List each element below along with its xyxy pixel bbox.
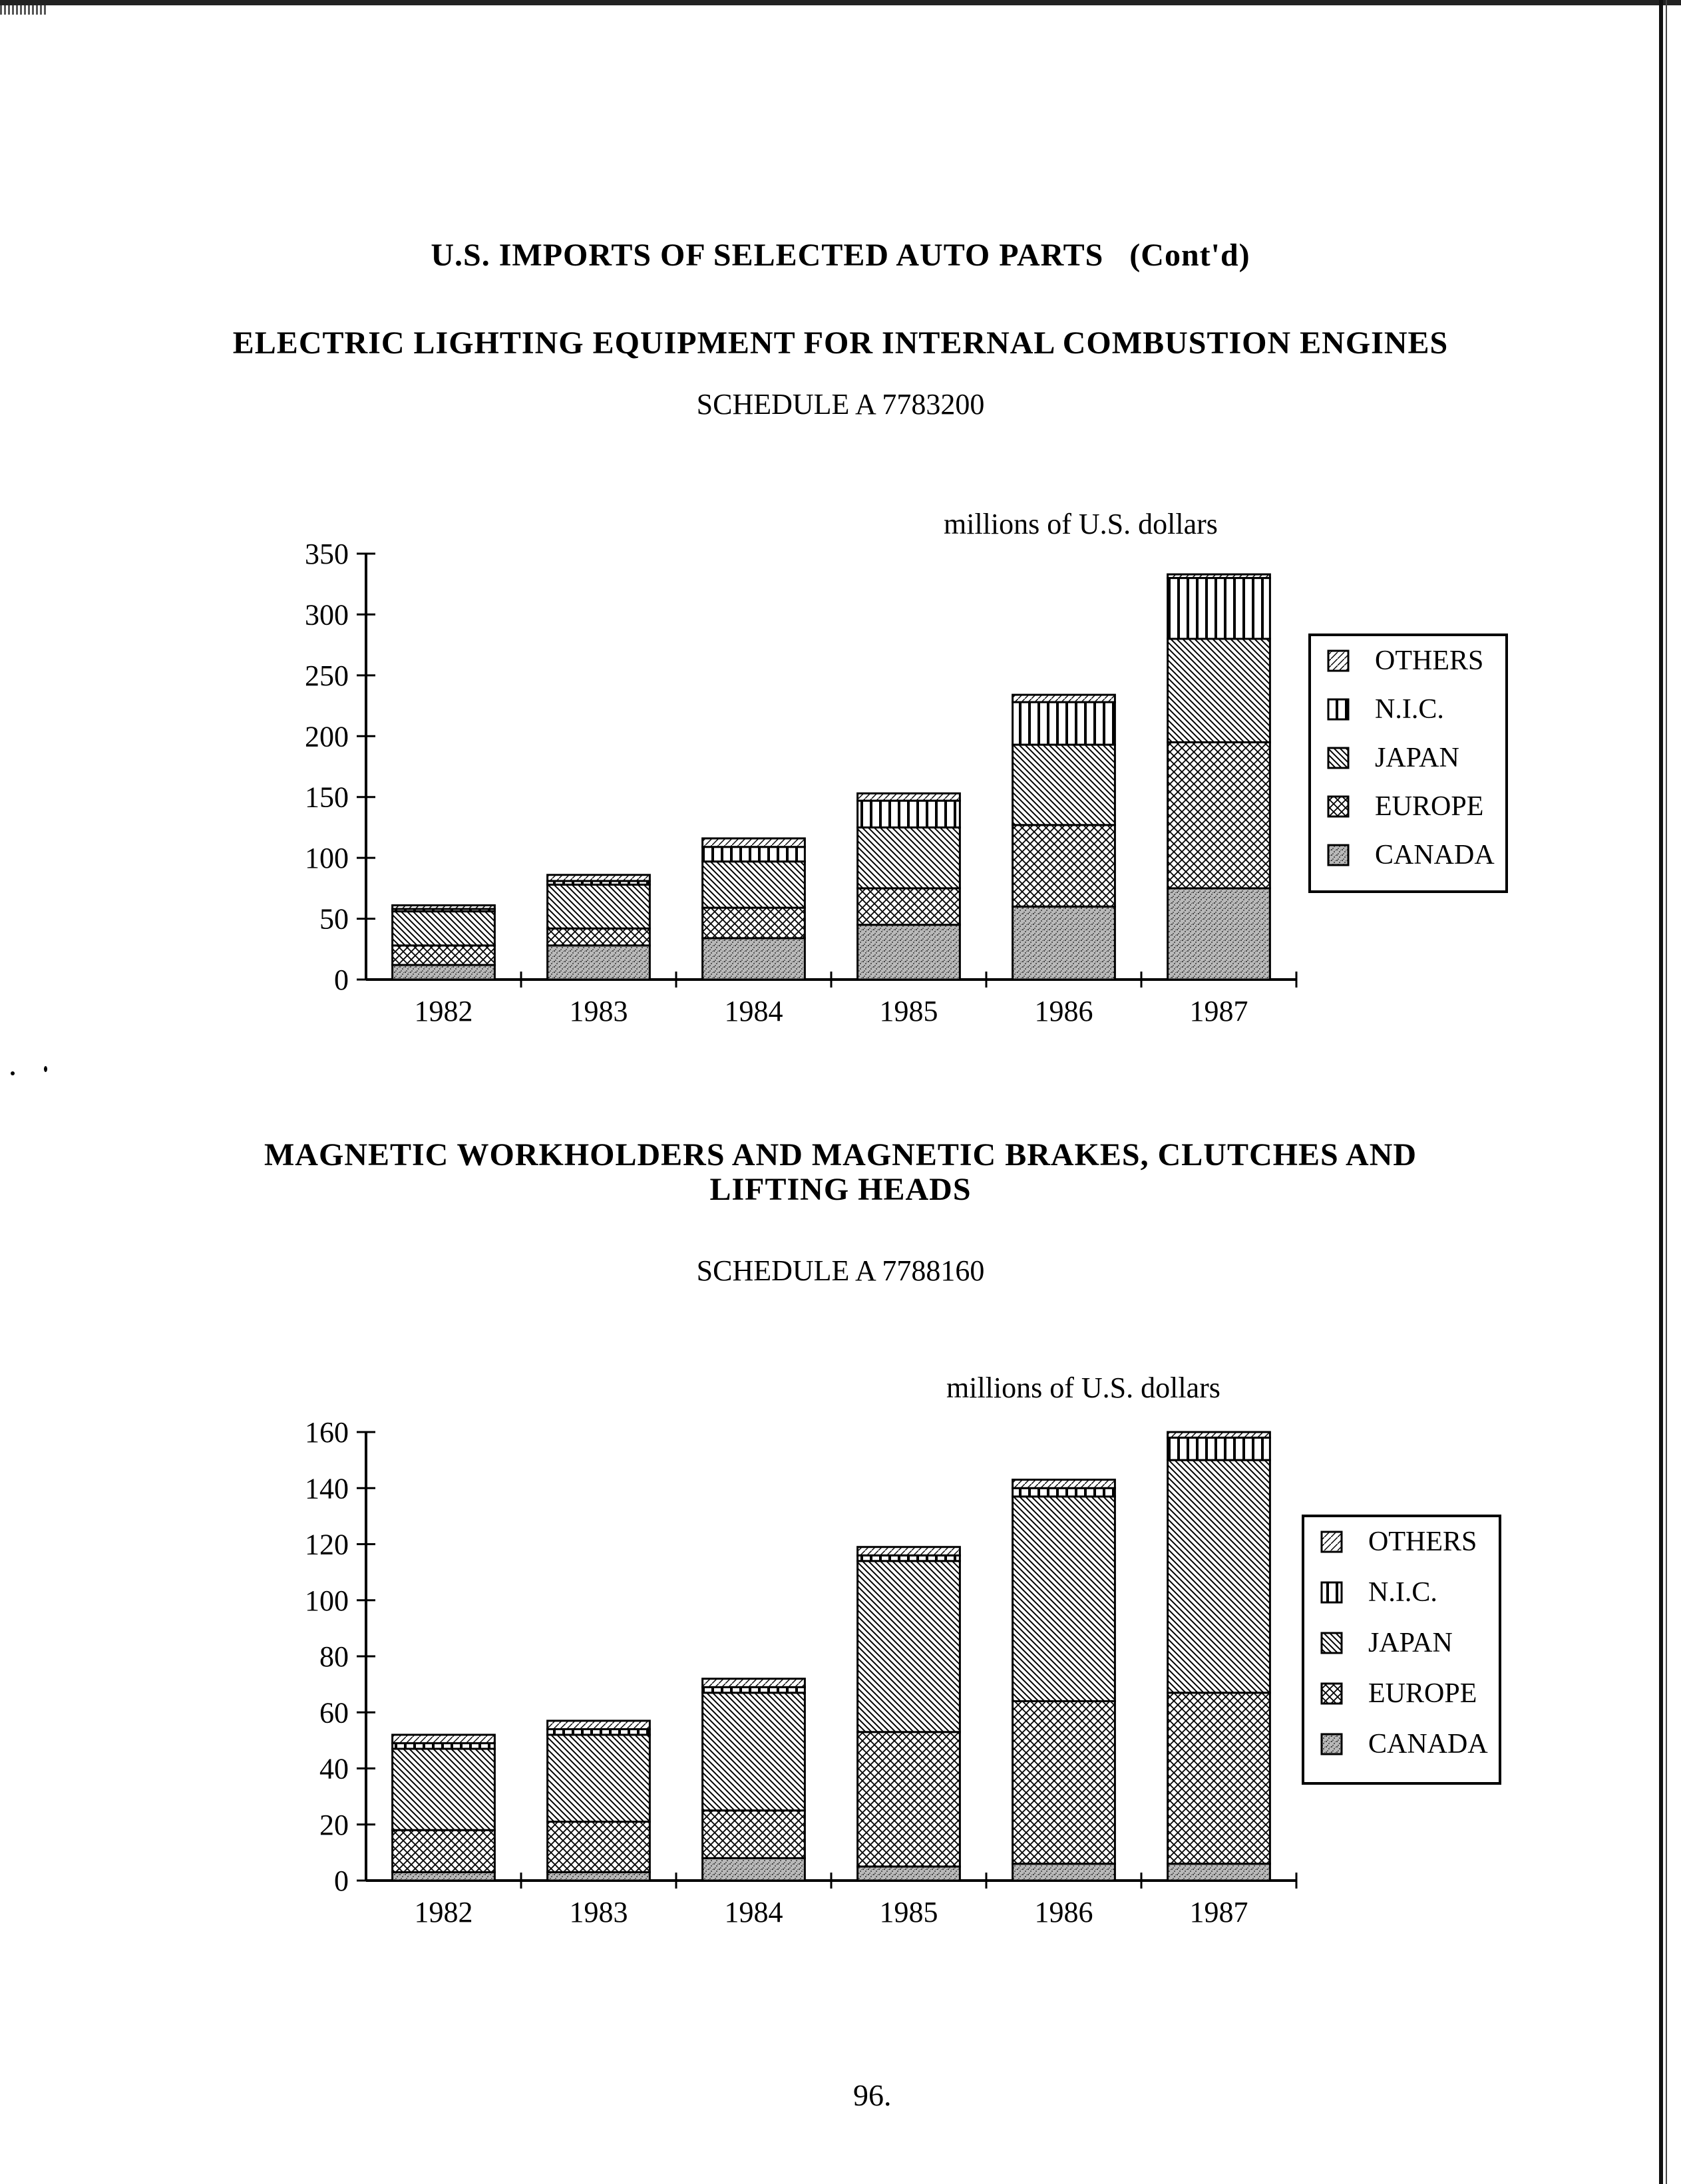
- bar-segment-japan-1984: [703, 1693, 805, 1811]
- bar-segment-europe-1983: [548, 1822, 650, 1873]
- y-tick-label: 60: [319, 1696, 349, 1729]
- bar-segment-others-1987: [1168, 574, 1270, 578]
- bar-segment-canada-1982: [393, 1872, 495, 1881]
- bar-segment-canada-1985: [858, 1867, 960, 1881]
- page-number: 96.: [853, 2078, 892, 2112]
- bar-segment-others-1982: [393, 905, 495, 908]
- bar-segment-nic-1986: [1013, 702, 1115, 745]
- legend-label-japan: JAPAN: [1375, 743, 1459, 773]
- page-title: [0, 237, 1681, 273]
- bar-segment-nic-1987: [1168, 578, 1270, 639]
- y-tick-label: 200: [305, 720, 349, 753]
- y-tick-label: 0: [334, 964, 349, 996]
- chart1-title: ELECTRIC LIGHTING EQUIPMENT FOR INTERNAL COMBUSTION ENGINES: [232, 325, 1449, 361]
- x-tick-label: 1984: [724, 1896, 783, 1928]
- x-tick-label: 1986: [1034, 995, 1093, 1027]
- units-label: millions of U.S. dollars: [946, 1371, 1220, 1404]
- y-tick-label: 160: [305, 1416, 349, 1449]
- legend-swatch-canada: [1322, 1734, 1342, 1754]
- y-tick-label: 150: [305, 781, 349, 814]
- bar-segment-europe-1986: [1013, 1701, 1115, 1863]
- bar-segment-others-1983: [548, 1721, 650, 1729]
- bar-segment-japan-1982: [393, 912, 495, 946]
- bar-segment-europe-1985: [858, 888, 960, 925]
- bar-segment-canada-1985: [858, 925, 960, 980]
- bar-segment-japan-1986: [1013, 1497, 1115, 1702]
- bar-segment-japan-1982: [393, 1749, 495, 1830]
- bar-segment-canada-1982: [393, 965, 495, 980]
- bar-segment-europe-1987: [1168, 742, 1270, 888]
- units-label: millions of U.S. dollars: [944, 508, 1218, 540]
- x-tick-label: 1985: [879, 1896, 938, 1928]
- bar-segment-europe-1987: [1168, 1693, 1270, 1864]
- y-tick-label: 250: [305, 659, 349, 692]
- bar-segment-japan-1983: [548, 1735, 650, 1822]
- y-tick-label: 40: [319, 1752, 349, 1785]
- y-tick-label: 100: [305, 842, 349, 875]
- legend-label-nic: N.I.C.: [1375, 694, 1444, 725]
- legend-label-others: OTHERS: [1375, 645, 1484, 676]
- legend-swatch-japan: [1328, 748, 1348, 768]
- bar-segment-europe-1985: [858, 1732, 960, 1867]
- bar-segment-europe-1984: [703, 1811, 805, 1859]
- bar-segment-others-1985: [858, 793, 960, 801]
- y-tick-label: 140: [305, 1472, 349, 1505]
- chart2-schedule: SCHEDULE A 7788160: [696, 1254, 985, 1287]
- legend-label-canada: CANADA: [1375, 840, 1495, 870]
- legend-label-europe: EUROPE: [1368, 1678, 1477, 1709]
- x-tick-label: 1986: [1034, 1896, 1093, 1928]
- bar-segment-europe-1982: [393, 946, 495, 965]
- bar-segment-japan-1983: [548, 884, 650, 928]
- x-tick-label: 1987: [1189, 1896, 1248, 1928]
- scan-speck: [11, 1071, 15, 1075]
- bar-segment-japan-1987: [1168, 1460, 1270, 1693]
- bar-segment-others-1987: [1168, 1432, 1270, 1437]
- x-tick-label: 1984: [724, 995, 783, 1027]
- bar-segment-europe-1984: [703, 908, 805, 938]
- bar-segment-canada-1986: [1013, 906, 1115, 980]
- chart2-title-line2: LIFTING HEADS: [709, 1172, 972, 1207]
- page-title-suffix: (Cont'd): [1129, 238, 1250, 273]
- legend-swatch-canada: [1328, 845, 1348, 865]
- legend-label-europe: EUROPE: [1375, 791, 1484, 822]
- bar-segment-nic-1985: [858, 801, 960, 827]
- bar-segment-japan-1986: [1013, 745, 1115, 825]
- bar-segment-nic-1984: [703, 847, 805, 862]
- y-tick-label: 100: [305, 1584, 349, 1617]
- bar-segment-others-1986: [1013, 695, 1115, 702]
- scan-top-edge: [0, 0, 1681, 5]
- bar-segment-europe-1982: [393, 1830, 495, 1872]
- x-tick-label: 1982: [414, 1896, 473, 1928]
- bar-segment-canada-1983: [548, 946, 650, 980]
- scan-corner-mark: [0, 5, 47, 15]
- legend-label-nic: N.I.C.: [1368, 1577, 1437, 1608]
- bar-segment-canada-1984: [703, 1858, 805, 1881]
- x-tick-label: 1983: [569, 995, 628, 1027]
- bar-segment-japan-1987: [1168, 639, 1270, 742]
- page-title-text: U.S. IMPORTS OF SELECTED AUTO PARTS: [431, 238, 1104, 273]
- x-tick-label: 1987: [1189, 995, 1248, 1027]
- chart2-stacked-bar-chart: [0, 1358, 1681, 1956]
- x-tick-label: 1982: [414, 995, 473, 1027]
- bar-segment-canada-1987: [1168, 888, 1270, 980]
- legend-swatch-japan: [1322, 1633, 1342, 1653]
- chart1-stacked-bar-chart: [0, 492, 1681, 1051]
- y-tick-label: 80: [319, 1640, 349, 1673]
- bar-segment-canada-1987: [1168, 1864, 1270, 1881]
- bar-segment-canada-1986: [1013, 1864, 1115, 1881]
- x-tick-label: 1983: [569, 1896, 628, 1928]
- legend-swatch-others: [1322, 1532, 1342, 1552]
- legend-swatch-others: [1328, 651, 1348, 671]
- y-tick-label: 350: [305, 538, 349, 570]
- y-tick-label: 20: [319, 1808, 349, 1841]
- bar-segment-nic-1987: [1168, 1437, 1270, 1460]
- bar-segment-others-1983: [548, 875, 650, 881]
- scan-speck: [44, 1066, 47, 1072]
- bar-segment-others-1984: [703, 1679, 805, 1688]
- bar-segment-others-1985: [858, 1547, 960, 1556]
- bar-segment-japan-1985: [858, 1561, 960, 1732]
- bar-segment-nic-1986: [1013, 1488, 1115, 1497]
- legend-label-others: OTHERS: [1368, 1527, 1477, 1557]
- legend-label-japan: JAPAN: [1368, 1628, 1453, 1658]
- bar-segment-others-1984: [703, 838, 805, 847]
- legend-swatch-europe: [1328, 797, 1348, 817]
- bar-segment-europe-1983: [548, 928, 650, 946]
- y-tick-label: 50: [319, 902, 349, 936]
- y-tick-label: 0: [334, 1865, 349, 1897]
- legend-swatch-europe: [1322, 1684, 1342, 1704]
- bar-segment-europe-1986: [1013, 825, 1115, 907]
- legend-swatch-nic: [1328, 699, 1348, 719]
- y-tick-label: 300: [305, 598, 349, 632]
- bar-segment-japan-1984: [703, 862, 805, 908]
- bar-segment-canada-1983: [548, 1872, 650, 1881]
- chart1-schedule: SCHEDULE A 7783200: [696, 388, 985, 421]
- legend-label-canada: CANADA: [1368, 1729, 1488, 1759]
- y-tick-label: 120: [305, 1528, 349, 1561]
- bar-segment-canada-1984: [703, 938, 805, 980]
- x-tick-label: 1985: [879, 995, 938, 1027]
- bar-segment-others-1986: [1013, 1480, 1115, 1489]
- legend-swatch-nic: [1322, 1582, 1342, 1602]
- bar-segment-japan-1985: [858, 827, 960, 888]
- bar-segment-others-1982: [393, 1735, 495, 1743]
- chart2-title: MAGNETIC WORKHOLDERS AND MAGNETIC BRAKES, CLUTCHES AND: [264, 1137, 1417, 1173]
